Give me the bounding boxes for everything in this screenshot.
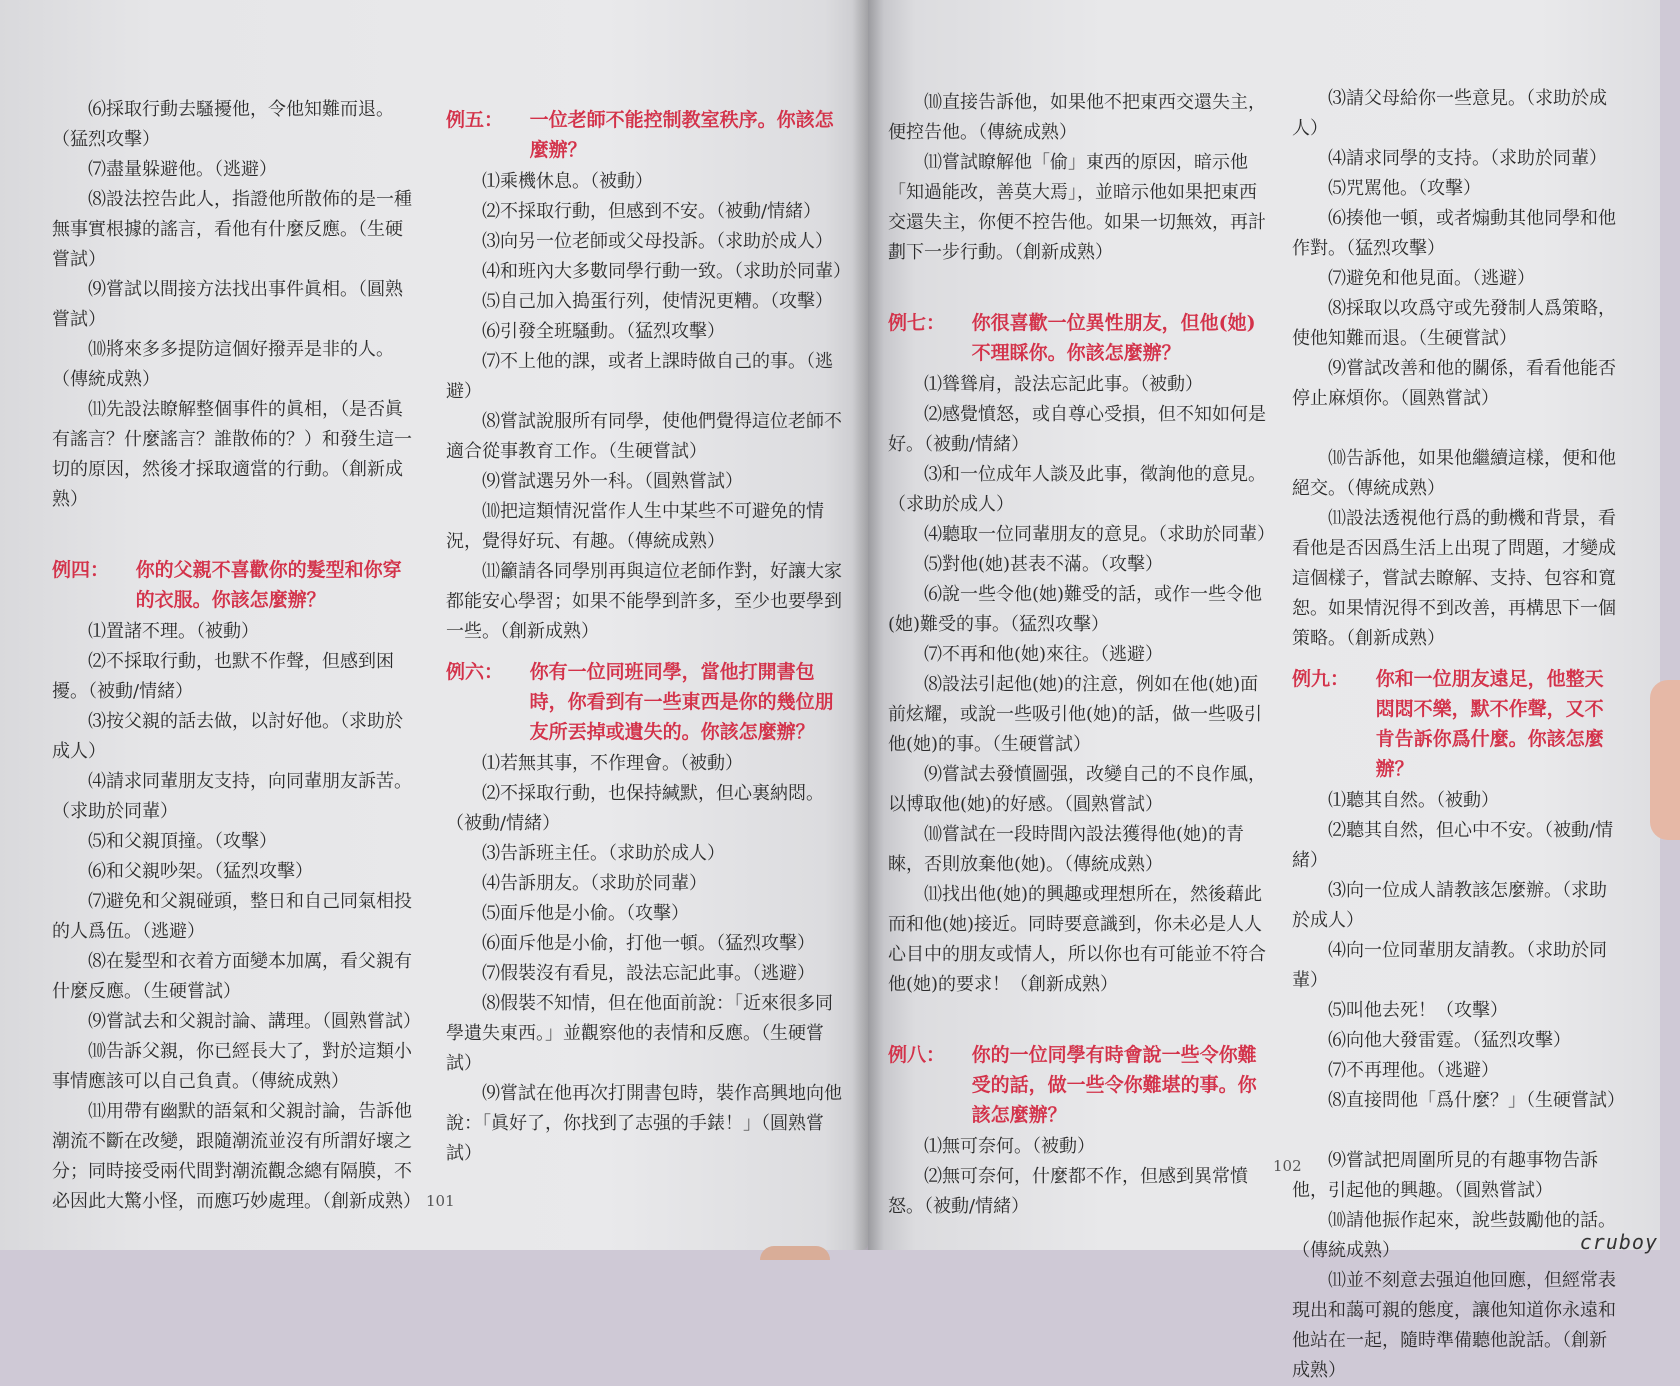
example-heading-label: 例六： — [446, 661, 504, 683]
option-item: ⑼嘗試改善和他的關係，看看他能否停止麻煩你。（圓熟嘗試） — [1292, 358, 1616, 409]
paragraph-spacer — [888, 1000, 1266, 1030]
option-item: ⑹向他大發雷霆。（猛烈攻擊） — [1328, 1030, 1571, 1051]
option-item: ⑼嘗試以間接方法找出事件眞相。（圓熟嘗試） — [52, 279, 403, 330]
option-item: ⑺盡量躲避他。（逃避） — [88, 159, 277, 180]
option-item: ⑷和班內大多數同學行動一致。（求助於同輩） — [482, 261, 851, 282]
option-item: ⑼嘗試選另外一科。（圓熟嘗試） — [482, 471, 743, 492]
example-heading-text: 一位老師不能控制教室秩序。你該怎麼辦？ — [529, 109, 834, 161]
option-item: ⑸自己加入搗蛋行列，使情況更糟。（攻擊） — [482, 291, 833, 312]
option-item: ⑴置諸不理。（被動） — [88, 621, 259, 642]
option-item: ⑵不採取行動，也保持緘默，但心裏納悶。（被動/情緒） — [446, 783, 824, 834]
left-page-column-2 — [446, 95, 851, 1169]
option-item: ⑽告訴他，如果他繼續這樣，便和他絕交。（傳統成熟） — [1292, 448, 1616, 499]
example-heading — [446, 105, 842, 165]
option-item: ⑻在髮型和衣着方面變本加厲，看父親有什麼反應。（生硬嘗試） — [52, 951, 412, 1002]
option-item: ⑶和一位成年人談及此事，徵詢他的意見。（求助於成人） — [888, 464, 1266, 515]
option-item: ⑴聳聳肩，設法忘記此事。（被動） — [924, 374, 1203, 395]
option-item: ⑺假裝沒有看見，設法忘記此事。（逃避） — [482, 963, 815, 984]
option-item: ⑴乘機休息。（被動） — [482, 171, 653, 192]
example-heading-text: 你有一位同班同學，當他打開書包時，你看到有一些東西是你的幾位朋友所丟掉或遺失的。你該怎麼辦？ — [529, 661, 834, 743]
option-item: ⑵無可奈何，什麼都不作，但感到異常憤怒。（被動/情緒） — [888, 1166, 1248, 1217]
example-heading-label: 例八： — [888, 1044, 946, 1066]
option-item: ⑸對他(她)甚表不滿。（攻擊） — [924, 554, 1164, 575]
option-item: ⑼嘗試在他再次打開書包時，裝作高興地向他說：「眞好了，你找到了志强的手錶！」（圓熟嘗試） — [446, 1083, 842, 1164]
left-page-column-1 — [52, 95, 421, 1217]
option-item: ⑼嘗試去和父親討論、講理。（圓熟嘗試） — [88, 1011, 421, 1032]
option-item: ⑽把這類情況當作人生中某些不可避免的情況，覺得好玩、有趣。（傳統成熟） — [446, 501, 824, 552]
example-heading-text: 你的父親不喜歡你的髮型和你穿的衣服。你該怎麼辦？ — [135, 559, 402, 611]
option-item: ⑼嘗試去發憤圖强，改變自己的不良作風，以博取他(她)的好感。（圓熟嘗試） — [888, 764, 1266, 815]
option-item: ⑸和父親頂撞。（攻擊） — [88, 831, 277, 852]
option-item: ⑸面斥他是小偷。（攻擊） — [482, 903, 689, 924]
left-page — [0, 0, 868, 1250]
option-item: ⑴聽其自然。（被動） — [1328, 790, 1499, 811]
example-heading — [888, 1040, 1266, 1130]
option-item: ⑻直接問他「爲什麼？」（生硬嘗試） — [1328, 1090, 1625, 1111]
option-item: ⑶向一位成人請教該怎麼辦。（求助於成人） — [1292, 880, 1607, 931]
option-item: ⑽嘗試在一段時間內設法獲得他(她)的青睞，否則放棄他(她)。（傳統成熟） — [888, 824, 1245, 875]
example-heading-label: 例九： — [1292, 668, 1350, 690]
option-item: ⑻採取以攻爲守或先發制人爲策略，使他知難而退。（生硬嘗試） — [1292, 298, 1616, 349]
option-item: ⑶向另一位老師或父母投訴。（求助於成人） — [482, 231, 833, 252]
option-item: ⑷聽取一位同輩朋友的意見。（求助於同輩） — [924, 524, 1275, 545]
option-item: ⑷向一位同輩朋友請教。（求助於同輩） — [1292, 940, 1607, 991]
option-item: ⑻嘗試說服所有同學，使他們覺得這位老師不適合從事教育工作。（生硬嘗試） — [446, 411, 842, 462]
option-item: ⑺避免和父親碰頭，整日和自己同氣相投的人爲伍。（逃避） — [52, 891, 412, 942]
paragraph-spacer — [52, 515, 412, 545]
right-page-column-1 — [888, 88, 1275, 1222]
option-item: ⑾找出他(她)的興趣或理想所在，然後藉此而和他(她)接近。同時要意識到，你未必是人人心目中的朋友或情人，所以你也有可能並不符合他(她)的要求！（創新成熟） — [888, 884, 1266, 995]
option-item: ⑶告訴班主任。（求助於成人） — [482, 843, 725, 864]
option-item: ⑺避免和他見面。（逃避） — [1328, 268, 1535, 289]
option-item: ⑽請他振作起來，說些鼓勵他的話。（傳統成熟） — [1292, 1210, 1616, 1261]
option-item: ⑴若無其事，不作理會。（被動） — [482, 753, 743, 774]
option-item: ⑹揍他一頓，或者煽動其他同學和他作對。（猛烈攻擊） — [1292, 208, 1616, 259]
option-item: ⑹說一些令他(她)難受的話，或作一些令他(她)難受的事。（猛烈攻擊） — [888, 584, 1263, 635]
example-heading-label: 例七： — [888, 312, 946, 334]
example-heading-label: 例四： — [52, 559, 110, 581]
example-heading — [52, 555, 412, 615]
option-item: ⑷請求同輩朋友支持，向同輩朋友訴苦。（求助於同輩） — [52, 771, 412, 822]
option-item: ⑽將來多多提防這個好撥弄是非的人。（傳統成熟） — [52, 339, 394, 390]
example-heading-text: 你和一位朋友遠足，他整天悶悶不樂，默不作聲，又不肯告訴你爲什麼。你該怎麼辦？ — [1375, 668, 1604, 780]
option-item: ⑺不再和他(她)來往。（逃避） — [924, 644, 1164, 665]
example-heading-text: 你很喜歡一位異性朋友，但他(她)不理睬你。你該怎麼辦？ — [971, 312, 1256, 364]
option-item: ⑻設法控告此人，指證他所散佈的是一種無事實根據的謠言，看他有什麼反應。（生硬嘗試） — [52, 189, 412, 270]
example-heading — [446, 657, 842, 747]
option-item: ⑼嘗試把周圍所見的有趣事物告訴他，引起他的興趣。（圓熟嘗試） — [1292, 1150, 1598, 1201]
option-item: ⑹採取行動去騷擾他，令他知難而退。（猛烈攻擊） — [52, 99, 394, 150]
option-item: ⑷請求同學的支持。（求助於同輩） — [1328, 148, 1607, 169]
option-item: ⑾並不刻意去强迫他回應，但經常表現出和藹可親的態度，讓他知道你永遠和他站在一起，隨時準備聽他說話。（創新成熟） — [1292, 1270, 1616, 1381]
example-heading — [888, 308, 1266, 368]
option-item: ⑴無可奈何。（被動） — [924, 1136, 1095, 1157]
example-heading-text: 你的一位同學有時會說一些令你難受的話，做一些令你難堪的事。你該怎麼辦？ — [971, 1044, 1257, 1126]
watermark: cruboy — [1579, 1230, 1658, 1254]
option-item: ⑹面斥他是小偷，打他一頓。（猛烈攻擊） — [482, 933, 815, 954]
option-item: ⑵感覺憤怒，或自尊心受損，但不知如何是好。（被動/情緒） — [888, 404, 1266, 455]
thumb-right — [1650, 680, 1680, 840]
option-item: ⑺不再理他。（逃避） — [1328, 1060, 1499, 1081]
thumb-bottom — [760, 1246, 830, 1260]
option-item: ⑾用帶有幽默的語氣和父親討論，告訴他潮流不斷在改變，跟隨潮流並沒有所謂好壞之分；同時接受兩代間對潮流觀念總有隔膜，不必因此大驚小怪，而應巧妙處理。（創新成熟） — [52, 1101, 421, 1212]
option-item: ⑵不採取行動，也默不作聲，但感到困擾。（被動/情緒） — [52, 651, 394, 702]
option-item: ⑹引發全班騷動。（猛烈攻擊） — [482, 321, 725, 342]
option-item: ⑾嘗試瞭解他「偷」東西的原因，暗示他「知過能改，善莫大焉」，並暗示他如果把東西交還失主，你便不控告他。如果一切無效，再計劃下一步行動。（創新成熟） — [888, 152, 1266, 263]
paragraph-spacer — [1292, 414, 1618, 444]
option-item: ⑾籲請各同學別再與這位老師作對，好讓大家都能安心學習；如果不能學到許多，至少也要學到一些。（創新成熟） — [446, 561, 842, 642]
option-item: ⑾先設法瞭解整個事件的眞相，（是否眞有謠言？什麼謠言？誰散佈的？）和發生這一切的原因，然後才採取適當的行動。（創新成熟） — [52, 399, 412, 510]
option-item: ⑽直接告訴他，如果他不把東西交還失主，便控告他。（傳統成熟） — [888, 92, 1266, 143]
right-page — [868, 0, 1660, 1381]
paragraph-spacer — [888, 268, 1266, 298]
option-item: ⑽告訴父親，你已經長大了，對於這類小事情應該可以自己負責。（傳統成熟） — [52, 1041, 412, 1092]
page-number-left: 101 — [426, 1192, 455, 1210]
example-heading-label: 例五： — [446, 109, 504, 131]
option-item: ⑵聽其自然，但心中不安。（被動/情緒） — [1292, 820, 1614, 871]
paragraph-spacer — [1292, 1116, 1618, 1146]
option-item: ⑺不上他的課，或者上課時做自己的事。（逃避） — [446, 351, 833, 402]
option-item: ⑵不採取行動，但感到不安。（被動/情緒） — [482, 201, 822, 222]
option-item: ⑶請父母給你一些意見。（求助於成人） — [1292, 88, 1607, 139]
option-item: ⑹和父親吵架。（猛烈攻擊） — [88, 861, 313, 882]
option-item: ⑸咒駡他。（攻擊） — [1328, 178, 1481, 199]
page-number-right: 102 — [1273, 1157, 1302, 1175]
book-gutter — [852, 0, 884, 1250]
option-item: ⑷告訴朋友。（求助於同輩） — [482, 873, 707, 894]
option-item: ⑻假裝不知情，但在他面前說：「近來很多同學遺失東西。」並觀察他的表情和反應。（生硬嘗試） — [446, 993, 833, 1074]
option-item: ⑶按父親的話去做，以討好他。（求助於成人） — [52, 711, 403, 762]
option-item: ⑾設法透視他行爲的動機和背景，看看他是否因爲生活上出現了問題，才變成這個樣子，嘗試去瞭解、支持、包容和寬恕。如果情況得不到改善，再構思下一個策略。（創新成熟） — [1292, 508, 1616, 649]
option-item: ⑻設法引起他(她)的注意，例如在他(她)面前炫耀，或說一些吸引他(她)的話，做一些吸引他(她)的事。（生硬嘗試） — [888, 674, 1263, 755]
example-heading — [1292, 664, 1618, 784]
option-item: ⑸叫他去死！（攻擊） — [1328, 1000, 1508, 1021]
